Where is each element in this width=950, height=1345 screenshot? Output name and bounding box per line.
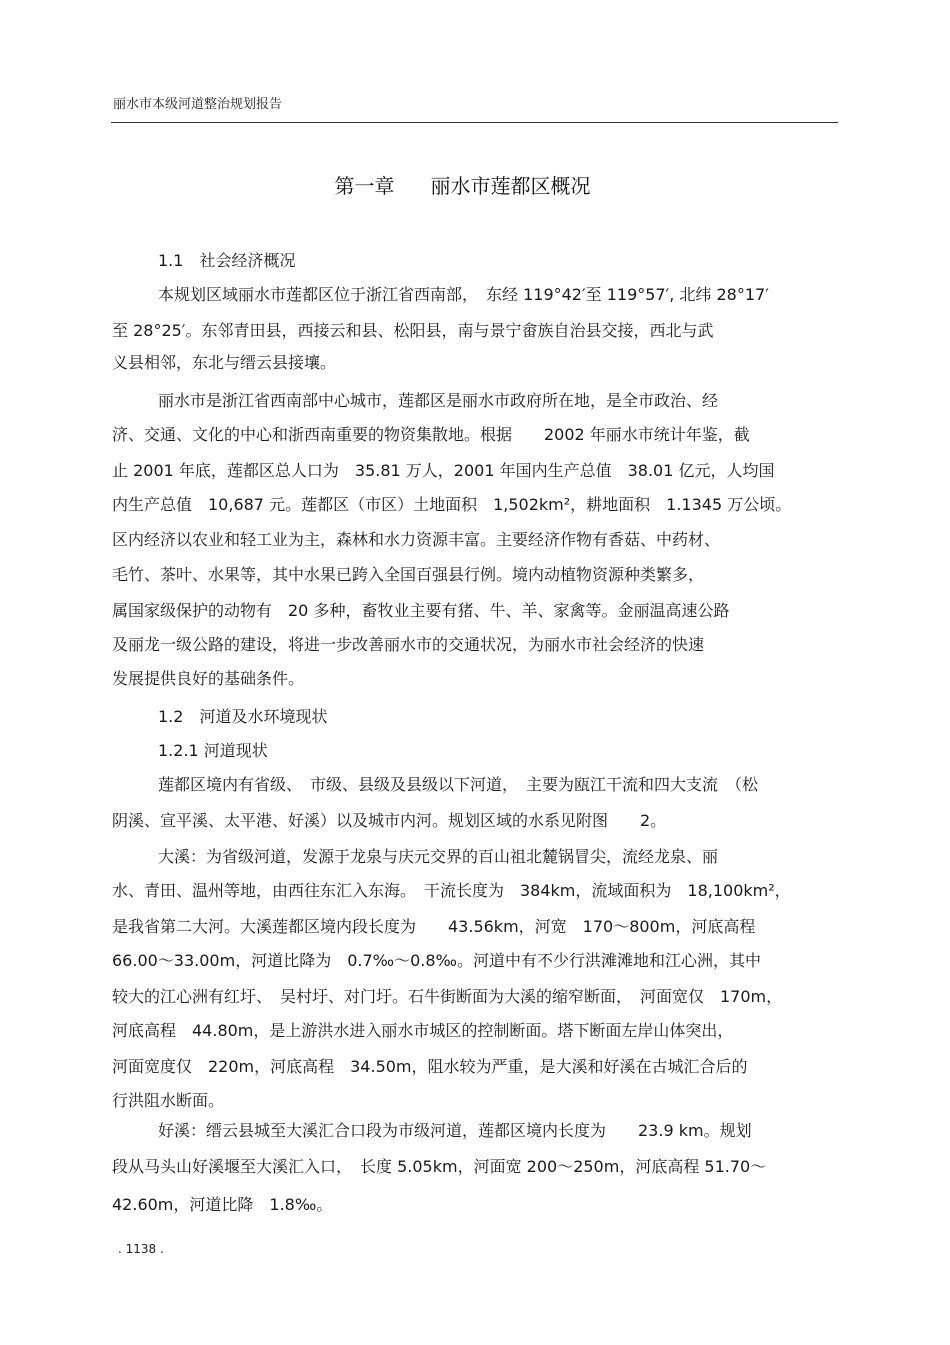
paragraph-line: 好溪：缙云县城至大溪汇合口段为市级河道，莲都区境内长度为 23.9 km。规划	[158, 1121, 752, 1140]
section-heading: 1.2 河道及水环境现状	[158, 707, 328, 726]
chapter-title	[0, 170, 925, 199]
paragraph-line: 水、青田、温州等地，由西往东汇入东海。 干流长度为 384km，流域面积为 18,100km²，	[112, 881, 791, 900]
page-number: . 1138 .	[118, 1242, 164, 1256]
paragraph-line: 毛竹、茶叶、水果等，其中水果已跨入全国百强县行例。境内动植物资源种类繁多，	[112, 565, 705, 584]
paragraph-line: 行洪阻水断面。	[112, 1091, 225, 1110]
section-heading: 1.1 社会经济概况	[158, 251, 296, 270]
paragraph-line: 是我省第二大河。大溪莲都区境内段长度为 43.56km，河宽 170～800m，河底高程	[112, 917, 756, 936]
subsection-heading: 1.2.1 河道现状	[158, 741, 268, 760]
paragraph-line: 阴溪、宣平溪、太平港、好溪）以及城市内河。规划区域的水系见附图 2。	[112, 811, 667, 830]
paragraph-line: 丽水市是浙江省西南部中心城市，莲都区是丽水市政府所在地，是全市政治、经	[158, 391, 719, 410]
paragraph-line: 属国家级保护的动物有 20 多种，畜牧业主要有猪、牛、羊、家禽等。金丽温高速公路	[112, 601, 730, 620]
paragraph-line: 及丽龙一级公路的建设，将进一步改善丽水市的交通状况，为丽水市社会经济的快速	[112, 635, 705, 654]
paragraph-line: 内生产总值 10,687 元。莲都区（市区）土地面积 1,502km²，耕地面积 1.1345 万公顷。	[112, 495, 792, 514]
paragraph-line: 至 28°25′。东邻青田县，西接云和县、松阳县，南与景宁畲族自治县交接，西北与武	[112, 321, 714, 340]
paragraph-line: 本规划区域丽水市莲都区位于浙江省西南部， 东经 119°42′至 119°57′, 北纬 28°17′	[158, 285, 769, 304]
paragraph-line: 42.60m，河道比降 1.8‰。	[112, 1195, 333, 1214]
paragraph-line: 河底高程 44.80m，是上游洪水进入丽水市城区的控制断面。塔下断面左岸山体突出，	[112, 1021, 734, 1040]
paragraph-line: 发展提供良好的基础条件。	[112, 669, 305, 688]
paragraph-line: 较大的江心洲有红圩、 吴村圩、对门圩。石牛街断面为大溪的缩窄断面， 河面宽仅 170m，	[112, 987, 783, 1006]
running-header: 丽水市本级河道整治规划报告	[113, 97, 283, 112]
paragraph-line: 66.00～33.00m，河道比降为 0.7‰～0.8‰。河道中有不少行洪滩滩地和江心洲，其中	[112, 951, 762, 970]
chapter-number: 第一章	[334, 174, 395, 198]
paragraph-line: 河面宽度仅 220m，河底高程 34.50m，阻水较为严重，是大溪和好溪在古城汇合后的	[112, 1057, 748, 1076]
paragraph-line: 止 2001 年底，莲都区总人口为 35.81 万人，2001 年国内生产总值 38.01 亿元，人均国	[112, 461, 775, 480]
paragraph-line: 大溪：为省级河道，发源于龙泉与庆元交界的百山祖北麓锅冒尖，流经龙泉、丽	[158, 847, 719, 866]
paragraph-line: 义县相邻，东北与缙云县接壤。	[112, 353, 337, 372]
paragraph-line: 段从马头山好溪堰至大溪汇入口， 长度 5.05km，河面宽 200～250m，河底高程 51.70～	[112, 1157, 767, 1176]
paragraph-line: 济、交通、文化的中心和浙西南重要的物资集散地。根据 2002 年丽水市统计年鉴，截	[112, 425, 750, 444]
header-rule	[111, 122, 838, 123]
paragraph-line: 莲都区境内有省级、 市级、县级及县级以下河道， 主要为瓯江干流和四大支流 （松	[158, 775, 759, 794]
paragraph-line: 区内经济以农业和轻工业为主，森林和水力资源丰富。主要经济作物有香菇、中药材、	[112, 530, 721, 549]
chapter-name: 丽水市莲都区概况	[430, 174, 591, 198]
